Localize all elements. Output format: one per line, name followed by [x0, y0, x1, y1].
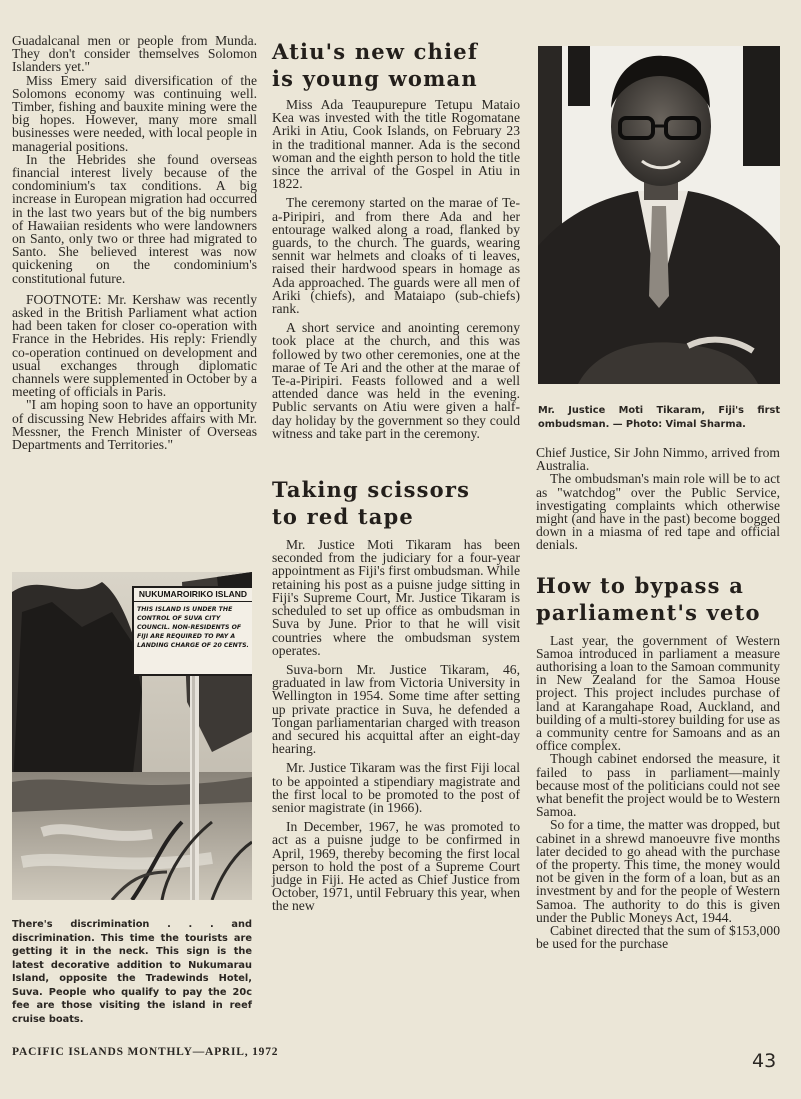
body-paragraph: In the Hebrides she found overseas financial interest lively because of the condominium's tax conditions. A big increase in European migration had occurred in the last two years but of the big numbers of Hawaiian residents who were landowners on Santo, only two or three had migrated to Santo. She believed interest was now quickening on the condominium's constitutional future.: [12, 151, 257, 286]
scissors-paragraph: Suva-born Mr. Justice Tikaram, 46, graduated in law from Victoria University in Wellington in 1954. Some time after setting up private practice in Suva, he defended a Tongan parliamentarian charged with treason and secured his acquittal after an eight-day hearing.: [272, 661, 520, 757]
body-paragraph: "I am hoping soon to have an opportunity of discussing New Hebrides affairs with Mr. Messner, the French Minister of Overseas Departments and Territories.": [12, 397, 257, 453]
island-sign: [132, 586, 252, 676]
left-column: [12, 34, 257, 451]
atiu-paragraph: The ceremony started on the marae of Te-a-Piripiri, and from there Ada and her entourage walked along a road, flanked by guards, to the church. The guards, wearing sennit war helmets and cloaks of ti leaves, raised their hardwood spears in homage as Ada approached. The guards were all men of Ariki (chiefs), and Mataiapo (sub-chiefs) rank.: [272, 195, 520, 317]
atiu-headline-line1: Atiu's new chief: [272, 39, 479, 64]
page-number: 43: [752, 1050, 777, 1072]
scissors-headline-line1: Taking scissors: [272, 477, 471, 503]
body-paragraph: Miss Emery said diversification of the Solomons economy was continuing well. Timber, fishing and bauxite mining were the big hopes. However, many more small businesses were needed, with local people in managerial positions.: [12, 72, 257, 154]
scissors-continuation: The ombudsman's main role will be to act as "watchdog" over the Public Service, investigating complaints which otherwise might (and have in the past) become bogged down in a miasma of red tape and official denials.: [536, 471, 780, 553]
publication-footer: PACIFIC ISLANDS MONTHLY—APRIL, 1972: [12, 1046, 279, 1058]
sign-text: THIS ISLAND IS UNDER THE CONTROL OF SUVA CITY COUNCIL. NON-RESIDENTS OF FIJI ARE REQUIRED TO PAY A LANDING CHARGE OF 20 CENTS.: [137, 606, 249, 649]
veto-paragraph: Cabinet directed that the sum of $153,000 be used for the purchase: [536, 923, 780, 952]
scissors-paragraph: In December, 1967, he was promoted to act as a puisne judge to be confirmed in April, 1969, thereby becoming the first local person to hold the post of a Supreme Court judge in Fiji. He acted as Chief Justice from October, 1971, until February this year, when the new: [272, 819, 520, 914]
veto-headline: [536, 572, 780, 626]
veto-paragraph: So for a time, the matter was dropped, but cabinet in a shrewd manoeuvre five months later decided to go ahead with the purchase of the property. This time, the money would not be given in the form of a loan, but as an investment by and for the people of Western Samoa. The authority to do this is given under the Public Moneys Act, 1944.: [536, 817, 780, 925]
atiu-paragraph: Miss Ada Teaupurepure Tetupu Mataio Kea was invested with the title Rogomatane Ariki in Atiu, Cook Islands, on February 23 in the traditional manner. Ada is the second woman and the eighth person to hold the title since the arrival of the Gospel in Atiu in 1822.: [272, 97, 520, 192]
atiu-headline: [272, 38, 520, 92]
middle-column: [272, 38, 520, 913]
footnote-paragraph: FOOTNOTE: Mr. Kershaw was recently asked in the British Parliament what action had been taken for closer co-operation with France in the Hebrides. His reply: Friendly co-operation continued on development and usual exchanges through diplomatic channels were supplemented in October by a meeting of officials in Paris.: [12, 291, 257, 400]
ombudsman-photo-caption: Mr. Justice Moti Tikaram, Fiji's first ombudsman. — Photo: Vimal Sharma.: [538, 405, 780, 430]
veto-paragraph: Though cabinet endorsed the measure, it failed to pass in parliament—mainly because most of the politicians could not see what benefit the project would be to Western Samoa.: [536, 751, 780, 820]
scissors-headline-line2: to red tape: [272, 504, 414, 530]
scissors-paragraph: Mr. Justice Moti Tikaram has been seconded from the judiciary for a four-year appointment as Fiji's first ombudsman. While retaining his post as a puisne judge sitting in Fiji's Supreme Court, Mr. Justice Tikaram is scheduled to set up office as ombudsman in Suva by June. Prior to that he will visit countries where the ombudsman system operates.: [272, 537, 520, 658]
veto-headline-line1: How to bypass a: [536, 572, 744, 598]
island-sign-photo-caption: There's discrimination . . . and discrimination. This time the tourists are getting it in the neck. This sign is the latest decorative addition to Nukumarau Island, opposite the Tradewinds Hotel, Suva. People who qualify to pay the 20c fee are those visiting the island in reef cruise boats.: [12, 919, 252, 1025]
sign-title: NUKUMAROIRIKO ISLAND: [134, 588, 252, 602]
scissors-headline: [272, 476, 520, 530]
atiu-headline-line2: is young woman: [272, 66, 478, 91]
island-sign-photo: [12, 572, 252, 900]
veto-paragraph: Last year, the government of Western Samoa introduced in parliament a measure authorising a loan to the Samoan community in New Zealand for the Samoa House project. This project includes purchase of land at Karangahape Road, Auckland, and building of a multi-storey building for use as a community centre for Samoans and as an office complex.: [536, 632, 780, 754]
ombudsman-portrait-photo: [538, 46, 780, 384]
ombudsman-portrait-art: [538, 46, 780, 384]
atiu-paragraph: A short service and anointing ceremony took place at the church, and this was followed by two other ceremonies, one at the marae of Te Ari and the other at the marae of Te-a-Piripiri. Feasts followed and a well attended dance was held in the evening. Public servants on Atiu were given a half-day holiday by the government so they could witness and take part in the ceremony.: [272, 320, 520, 441]
scissors-paragraph: Mr. Justice Tikaram was the first Fiji local to be appointed a stipendiary magistrate and the first local to be promoted to the post of senior magistrate (in 1966).: [272, 760, 520, 815]
veto-headline-line2: parliament's veto: [536, 599, 761, 625]
scissors-continuation: Chief Justice, Sir John Nimmo, arrived from Australia.: [536, 445, 780, 474]
body-paragraph: Guadalcanal men or people from Munda. They don't consider themselves Solomon Islanders yet.": [12, 33, 257, 75]
right-column-text: [536, 446, 780, 951]
